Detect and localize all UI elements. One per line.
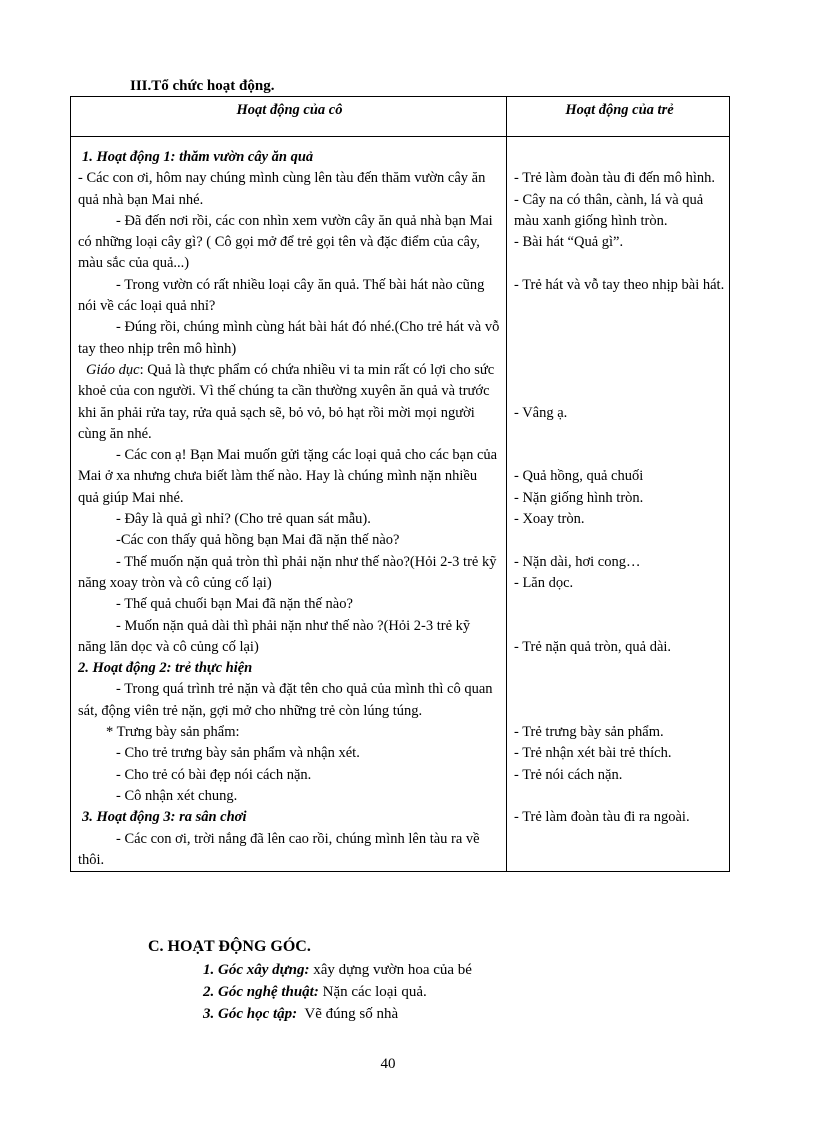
- child-text: - Trẻ làm đoàn tàu đi ra ngoài.: [514, 809, 690, 826]
- corner-activity-title: C. HOẠT ĐỘNG GÓC.: [148, 938, 311, 955]
- page-number: 40: [380, 1056, 396, 1072]
- section-title: III.Tổ chức hoạt động.: [130, 78, 275, 94]
- corner-item-label: 2. Góc nghệ thuật:: [203, 984, 319, 1000]
- child-text: - Xoay tròn.: [514, 511, 585, 528]
- child-text: - Vâng ạ.: [514, 404, 568, 421]
- teacher-text: - Các con ơi, hôm nay chúng mình cùng lên tàu đến thăm vườn cây ăn quả nhà bạn Mai nhé.: [78, 170, 486, 208]
- corner-item: [203, 1006, 398, 1023]
- child-text: - Trẻ làm đoàn tàu đi đến mô hình.: [514, 170, 715, 187]
- teacher-text: - Đây là quả gì nhỉ? (Cho trẻ quan sát mẫu).: [116, 511, 371, 528]
- child-column: [507, 137, 730, 872]
- teacher-text: - Đúng rồi, chúng mình cùng hát bài hát đó nhé.(Cho trẻ hát và vỗ tay theo nhịp trên mô hình): [78, 319, 500, 357]
- child-text: - Trẻ nặn quả tròn, quả dài.: [514, 638, 672, 655]
- activity-table: [70, 96, 730, 872]
- corner-item-text: xây dựng vườn hoa của bé: [309, 962, 472, 978]
- teacher-text: - Muốn nặn quả dài thì phải nặn như thế nào ?(Hỏi 2-3 trẻ kỹ năng lăn dọc và cô củng cố lại): [78, 617, 471, 655]
- teacher-column: [71, 137, 507, 872]
- teacher-text: - Thế quả chuối bạn Mai đã nặn thế nào?: [116, 596, 353, 613]
- child-text: - Nặn giống hình tròn.: [514, 489, 644, 506]
- child-text: - Lăn dọc.: [514, 574, 574, 591]
- child-text: - Nặn dài, hơi cong…: [514, 553, 641, 570]
- education-text: : Quả là thực phẩm có chứa nhiều vi ta min rất có lợi cho sức khoẻ của con người. Vì thế chúng ta cần thường xuyên ăn quả và trước khi ăn phải rửa tay, rửa quả sạch sẽ, bỏ vỏ, bỏ hạt rồi mời mọi người cùng ăn nhé.: [78, 361, 495, 442]
- corner-item-text: Nặn các loại quả.: [318, 984, 427, 1000]
- education-note: [78, 360, 501, 445]
- child-text: - Quả hồng, quả chuối: [514, 468, 644, 485]
- activity-3-heading: 3. Hoạt động 3: ra sân chơi: [82, 809, 247, 826]
- corner-item-label: 3. Góc học tập:: [203, 1006, 298, 1022]
- teacher-text: - Đã đến nơi rồi, các con nhìn xem vườn cây ăn quả nhà bạn Mai có những loại cây gì? ( Cô gọi mở để trẻ gọi tên và đặc điểm của cây, màu sắc của quả...): [78, 212, 493, 272]
- table-header-row: [71, 97, 730, 137]
- teacher-text: - Cho trẻ trưng bày sản phẩm và nhận xét.: [116, 745, 360, 762]
- corner-item: [203, 984, 427, 1001]
- corner-item-label: 1. Góc xây dựng:: [203, 962, 310, 978]
- child-text: - Bài hát “Quả gì”.: [514, 234, 624, 251]
- teacher-text: - Trong quá trình trẻ nặn và đặt tên cho quả của mình thì cô quan sát, động viên trẻ nặn, gợi mở cho những trẻ còn lúng túng.: [78, 681, 493, 719]
- teacher-text: -Các con thấy quả hồng bạn Mai đã nặn thế nào?: [116, 532, 400, 549]
- child-text: - Trẻ hát và vỗ tay theo nhịp bài hát.: [514, 276, 725, 293]
- header-child: Hoạt động của trẻ: [507, 97, 730, 137]
- corner-item-text: Vẽ đúng số nhà: [297, 1006, 399, 1022]
- display-products-heading: * Trưng bày sản phẩm:: [106, 724, 240, 741]
- activity-1-heading: 1. Hoạt động 1: thăm vườn cây ăn quả: [82, 149, 314, 165]
- corner-item: [203, 962, 472, 979]
- table-body-row: [71, 137, 730, 872]
- teacher-text: - Các con ơi, trời nắng đã lên cao rồi, chúng mình lên tàu ra về thôi.: [78, 830, 480, 868]
- child-text: - Trẻ trưng bày sản phẩm.: [514, 724, 664, 741]
- child-text: - Trẻ nói cách nặn.: [514, 766, 623, 783]
- teacher-text: - Cho trẻ có bài đẹp nói cách nặn.: [116, 766, 312, 783]
- child-text: - Cây na có thân, cành, lá và quả màu xanh giống hình tròn.: [514, 191, 704, 229]
- teacher-text: - Cô nhận xét chung.: [116, 787, 238, 804]
- teacher-text: - Thế muốn nặn quả tròn thì phải nặn như thế nào?(Hỏi 2-3 trẻ kỹ năng xoay tròn và cô củng cố lại): [78, 553, 497, 591]
- education-label: Giáo dục: [86, 361, 140, 378]
- header-teacher: Hoạt động của cô: [71, 97, 507, 137]
- teacher-text: - Trong vườn có rất nhiều loại cây ăn quả. Thế bài hát nào cũng nói về các loại quả nhỉ?: [78, 276, 485, 315]
- teacher-text: - Các con ạ! Bạn Mai muốn gửi tặng các loại quả cho các bạn của Mai ở xa nhưng chưa biết làm thế nào. Hay là chúng mình nặn nhiều quả giúp Mai nhé.: [78, 447, 498, 506]
- activity-2-heading: 2. Hoạt động 2: trẻ thực hiện: [78, 660, 253, 677]
- child-text: - Trẻ nhận xét bài trẻ thích.: [514, 745, 672, 762]
